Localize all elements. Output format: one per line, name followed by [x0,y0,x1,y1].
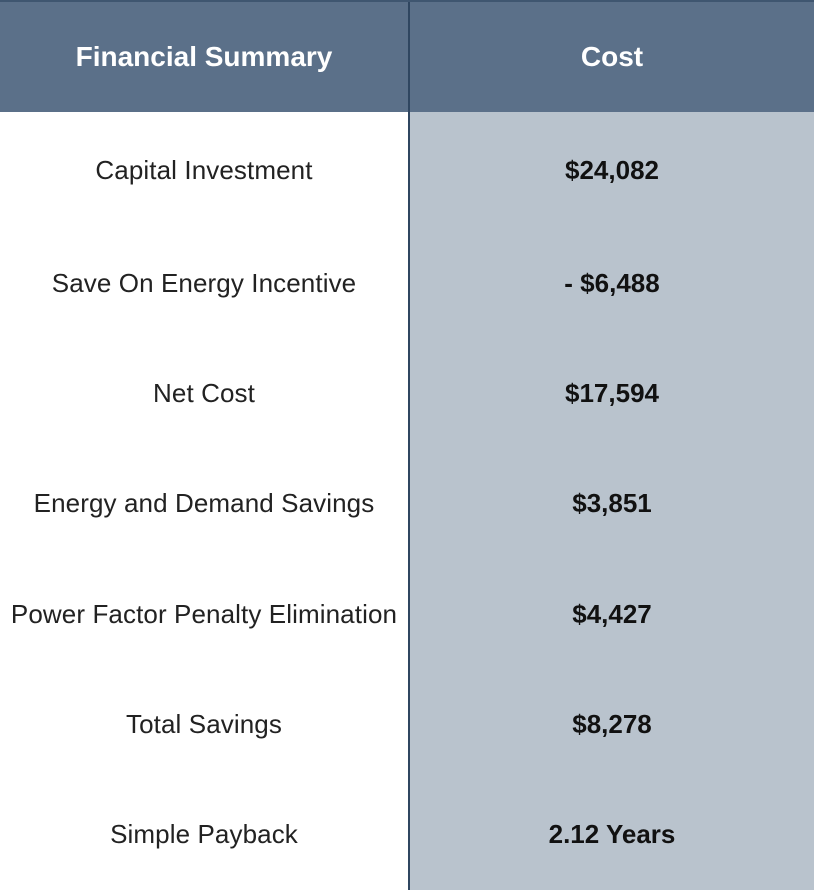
row-value-net-cost: $17,594 [565,378,659,409]
table-row [410,559,814,669]
table-row [410,669,814,779]
label-column [0,112,410,890]
table-row [410,780,814,890]
table-row [0,339,408,449]
header-financial-summary: Financial Summary [0,2,410,112]
row-label-net-cost: Net Cost [153,378,255,409]
table-row [0,559,408,669]
table-row [410,228,814,338]
row-label-incentive: Save On Energy Incentive [51,267,357,298]
table-row [0,449,408,559]
table-row [0,228,408,338]
table-row [0,780,408,890]
table-row [410,339,814,449]
row-value-simple-payback: 2.12 Years [548,819,676,850]
table-row [0,669,408,779]
row-label-total-savings: Total Savings [126,709,282,740]
header-cost: Cost [580,41,644,72]
table-header [0,0,814,112]
table-body [0,112,814,890]
row-value-energy-demand-savings: $3,851 [572,488,652,519]
table-row [410,449,814,559]
row-label-energy-demand-savings: Energy and Demand Savings [33,488,375,519]
value-column [410,112,814,890]
row-value-capital-investment: $24,082 [565,154,659,185]
row-value-total-savings: $8,278 [572,709,652,740]
row-label-power-factor: Power Factor Penalty Elimination [10,598,398,629]
row-label-simple-payback: Simple Payback [110,819,298,850]
row-label-capital-investment: Capital Investment [95,154,313,185]
table-row [410,112,814,228]
table-row [0,112,408,228]
row-value-power-factor: $4,427 [572,598,652,629]
row-value-incentive: - $6,488 [564,267,660,298]
